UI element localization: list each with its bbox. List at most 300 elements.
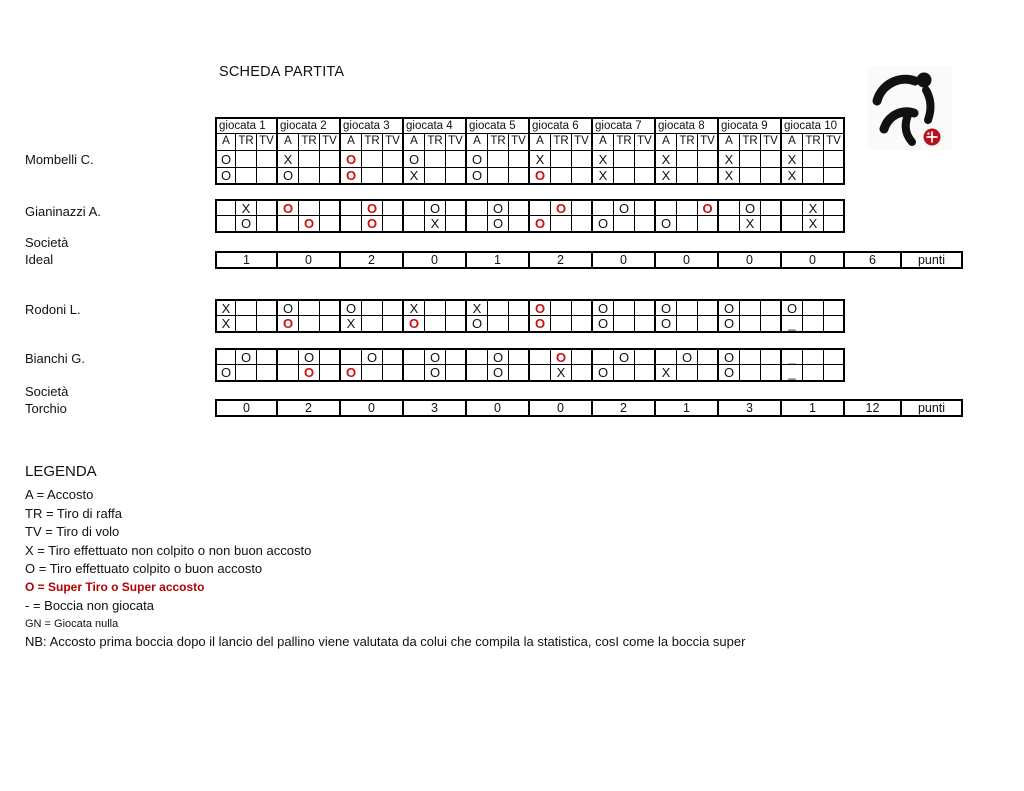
empty-cell bbox=[383, 216, 404, 233]
empty-cell bbox=[257, 299, 278, 316]
empty-cell bbox=[488, 151, 509, 168]
points-unit-cell: punti bbox=[902, 399, 963, 417]
mark-cell: X bbox=[341, 316, 362, 333]
points-cell: 3 bbox=[719, 399, 782, 417]
empty-cell bbox=[362, 299, 383, 316]
empty-cell bbox=[341, 348, 362, 365]
giocata-header-cell: giocata 5 bbox=[467, 117, 530, 134]
legend-item-non-giocata: - = Boccia non giocata bbox=[25, 597, 154, 613]
mark-cell-dash: _ bbox=[782, 348, 803, 365]
mark-row bbox=[215, 299, 845, 316]
mark-cell-super: O bbox=[299, 365, 320, 382]
mark-cell: O bbox=[719, 316, 740, 333]
empty-cell bbox=[446, 168, 467, 185]
empty-cell bbox=[698, 299, 719, 316]
legend-note: NB: Accosto prima boccia dopo il lancio del pallino viene valutata da colui che compila la statistica, cosI come la boccia super bbox=[25, 633, 746, 649]
empty-cell bbox=[320, 348, 341, 365]
mark-cell: O bbox=[656, 299, 677, 316]
mark-cell: X bbox=[404, 168, 425, 185]
empty-cell bbox=[635, 151, 656, 168]
player-name-gianinazzi: Gianinazzi A. bbox=[25, 204, 101, 219]
empty-cell bbox=[236, 168, 257, 185]
empty-cell bbox=[761, 299, 782, 316]
mark-cell: O bbox=[719, 348, 740, 365]
empty-cell bbox=[572, 216, 593, 233]
empty-cell bbox=[404, 199, 425, 216]
empty-cell bbox=[446, 348, 467, 365]
subcol-header-cell: TR bbox=[488, 134, 509, 151]
subcol-header-row bbox=[215, 134, 845, 151]
empty-cell bbox=[698, 365, 719, 382]
subcol-header-cell: TV bbox=[257, 134, 278, 151]
mark-cell: O bbox=[719, 365, 740, 382]
points-cell: 0 bbox=[656, 251, 719, 269]
mark-cell-super: O bbox=[551, 199, 572, 216]
empty-cell bbox=[677, 299, 698, 316]
mark-cell: O bbox=[467, 168, 488, 185]
subcol-header-cell: TV bbox=[320, 134, 341, 151]
legend-item-tiro-volo: TV = Tiro di volo bbox=[25, 524, 120, 540]
giocata-header-cell: giocata 2 bbox=[278, 117, 341, 134]
mark-row bbox=[215, 316, 845, 333]
empty-cell bbox=[383, 348, 404, 365]
empty-cell bbox=[824, 348, 845, 365]
mark-row bbox=[215, 199, 845, 216]
points-cell: 0 bbox=[341, 399, 404, 417]
empty-cell bbox=[362, 316, 383, 333]
empty-cell bbox=[803, 299, 824, 316]
team1-label-societa: Società bbox=[25, 235, 69, 250]
mark-row bbox=[215, 216, 845, 233]
mark-cell-super: O bbox=[530, 316, 551, 333]
mark-cell: O bbox=[299, 348, 320, 365]
empty-cell bbox=[824, 199, 845, 216]
points-cell: 0 bbox=[593, 251, 656, 269]
mark-cell: O bbox=[488, 199, 509, 216]
mark-cell: O bbox=[593, 365, 614, 382]
mark-cell-super: O bbox=[341, 151, 362, 168]
mark-row bbox=[215, 168, 845, 185]
team2-label-societa: Società bbox=[25, 384, 69, 399]
empty-cell bbox=[425, 316, 446, 333]
mark-cell: O bbox=[215, 365, 236, 382]
empty-cell bbox=[572, 316, 593, 333]
empty-cell bbox=[614, 216, 635, 233]
empty-cell bbox=[320, 216, 341, 233]
points-cell: 1 bbox=[782, 399, 845, 417]
points-cell: 3 bbox=[404, 399, 467, 417]
empty-cell bbox=[803, 348, 824, 365]
empty-cell bbox=[467, 199, 488, 216]
empty-cell bbox=[635, 365, 656, 382]
mark-cell: X bbox=[719, 151, 740, 168]
empty-cell bbox=[467, 365, 488, 382]
scoring-table-rodoni bbox=[215, 299, 845, 333]
points-total-cell: 12 bbox=[845, 399, 902, 417]
empty-cell bbox=[761, 316, 782, 333]
mark-cell-dash: _ bbox=[782, 316, 803, 333]
subcol-header-cell: TV bbox=[572, 134, 593, 151]
empty-cell bbox=[404, 348, 425, 365]
empty-cell bbox=[362, 151, 383, 168]
empty-cell bbox=[635, 216, 656, 233]
mark-cell-super: O bbox=[404, 316, 425, 333]
bocce-player-icon bbox=[868, 66, 952, 150]
subcol-header-cell: A bbox=[215, 134, 236, 151]
mark-cell: O bbox=[404, 151, 425, 168]
mark-cell: X bbox=[782, 151, 803, 168]
empty-cell bbox=[299, 299, 320, 316]
empty-cell bbox=[677, 216, 698, 233]
empty-cell bbox=[320, 299, 341, 316]
mark-cell: O bbox=[656, 316, 677, 333]
mark-cell: O bbox=[467, 151, 488, 168]
mark-cell: X bbox=[530, 151, 551, 168]
empty-cell bbox=[341, 199, 362, 216]
empty-cell bbox=[446, 316, 467, 333]
empty-cell bbox=[761, 168, 782, 185]
empty-cell bbox=[257, 365, 278, 382]
mark-cell: O bbox=[719, 299, 740, 316]
legend bbox=[25, 463, 745, 653]
empty-cell bbox=[530, 348, 551, 365]
empty-cell bbox=[782, 216, 803, 233]
mark-cell-dash: _ bbox=[782, 365, 803, 382]
team2-label-torchio: Torchio bbox=[25, 401, 67, 416]
empty-cell bbox=[446, 365, 467, 382]
subcol-header-cell: A bbox=[467, 134, 488, 151]
empty-cell bbox=[425, 168, 446, 185]
empty-cell bbox=[215, 199, 236, 216]
empty-cell bbox=[383, 365, 404, 382]
points-cell: 1 bbox=[656, 399, 719, 417]
empty-cell bbox=[236, 299, 257, 316]
empty-cell bbox=[824, 168, 845, 185]
empty-cell bbox=[719, 199, 740, 216]
empty-cell bbox=[425, 151, 446, 168]
empty-cell bbox=[677, 151, 698, 168]
empty-cell bbox=[614, 365, 635, 382]
points-cell: 0 bbox=[215, 399, 278, 417]
mark-cell: X bbox=[719, 168, 740, 185]
mark-cell: O bbox=[488, 216, 509, 233]
giocata-header-cell: giocata 8 bbox=[656, 117, 719, 134]
mark-cell: O bbox=[614, 199, 635, 216]
empty-cell bbox=[740, 348, 761, 365]
legend-item-super: O = Super Tiro o Super accosto bbox=[25, 579, 205, 594]
subcol-header-cell: A bbox=[719, 134, 740, 151]
empty-cell bbox=[656, 348, 677, 365]
scoring-table-gianinazzi bbox=[215, 199, 845, 233]
mark-cell-super: O bbox=[299, 216, 320, 233]
empty-cell bbox=[635, 168, 656, 185]
giocata-header-cell: giocata 1 bbox=[215, 117, 278, 134]
empty-cell bbox=[635, 348, 656, 365]
empty-cell bbox=[572, 365, 593, 382]
subcol-header-cell: TR bbox=[740, 134, 761, 151]
empty-cell bbox=[593, 199, 614, 216]
subcol-header-cell: TR bbox=[677, 134, 698, 151]
empty-cell bbox=[383, 199, 404, 216]
empty-cell bbox=[824, 151, 845, 168]
empty-cell bbox=[383, 299, 404, 316]
empty-cell bbox=[509, 348, 530, 365]
mark-cell: X bbox=[803, 199, 824, 216]
page-title: SCHEDA PARTITA bbox=[219, 64, 345, 80]
empty-cell bbox=[698, 316, 719, 333]
empty-cell bbox=[509, 316, 530, 333]
legend-item-x: X = Tiro effettuato non colpito o non buon accosto bbox=[25, 542, 312, 558]
points-cell: 1 bbox=[467, 251, 530, 269]
subcol-header-cell: TV bbox=[698, 134, 719, 151]
giocata-header-cell: giocata 10 bbox=[782, 117, 845, 134]
subcol-header-cell: A bbox=[404, 134, 425, 151]
empty-cell bbox=[656, 199, 677, 216]
points-cell: 0 bbox=[782, 251, 845, 269]
empty-cell bbox=[698, 151, 719, 168]
points-cell: 0 bbox=[467, 399, 530, 417]
subcol-header-cell: A bbox=[782, 134, 803, 151]
points-cell: 2 bbox=[593, 399, 656, 417]
mark-cell: O bbox=[278, 299, 299, 316]
team1-label-ideal: Ideal bbox=[25, 252, 54, 267]
empty-cell bbox=[614, 168, 635, 185]
empty-cell bbox=[761, 199, 782, 216]
empty-cell bbox=[488, 299, 509, 316]
empty-cell bbox=[677, 365, 698, 382]
mark-cell-super: O bbox=[698, 199, 719, 216]
empty-cell bbox=[740, 365, 761, 382]
mark-cell: X bbox=[551, 365, 572, 382]
empty-cell bbox=[425, 299, 446, 316]
empty-cell bbox=[803, 151, 824, 168]
giocata-header-cell: giocata 7 bbox=[593, 117, 656, 134]
mark-cell: X bbox=[467, 299, 488, 316]
empty-cell bbox=[824, 365, 845, 382]
empty-cell bbox=[677, 316, 698, 333]
points-cell: 0 bbox=[530, 399, 593, 417]
mark-cell: O bbox=[362, 348, 383, 365]
empty-cell bbox=[572, 348, 593, 365]
points-cell: 0 bbox=[278, 251, 341, 269]
empty-cell bbox=[782, 199, 803, 216]
mark-cell: O bbox=[593, 216, 614, 233]
empty-cell bbox=[509, 216, 530, 233]
mark-cell: X bbox=[215, 299, 236, 316]
points-total-cell: 6 bbox=[845, 251, 902, 269]
empty-cell bbox=[614, 316, 635, 333]
empty-cell bbox=[362, 168, 383, 185]
mark-cell: O bbox=[425, 348, 446, 365]
empty-cell bbox=[488, 316, 509, 333]
mark-cell: O bbox=[677, 348, 698, 365]
mark-cell-super: O bbox=[530, 216, 551, 233]
empty-cell bbox=[593, 348, 614, 365]
empty-cell bbox=[572, 299, 593, 316]
empty-cell bbox=[404, 365, 425, 382]
empty-cell bbox=[572, 199, 593, 216]
mark-cell-super: O bbox=[530, 299, 551, 316]
empty-cell bbox=[299, 151, 320, 168]
empty-cell bbox=[677, 199, 698, 216]
empty-cell bbox=[320, 316, 341, 333]
points-unit-cell: punti bbox=[902, 251, 963, 269]
points-cell: 2 bbox=[530, 251, 593, 269]
subcol-header-cell: A bbox=[593, 134, 614, 151]
mark-cell-super: O bbox=[551, 348, 572, 365]
empty-cell bbox=[320, 199, 341, 216]
empty-cell bbox=[530, 199, 551, 216]
empty-cell bbox=[635, 316, 656, 333]
empty-cell bbox=[551, 168, 572, 185]
legend-item-giocata-nulla: GN = Giocata nulla bbox=[25, 617, 119, 630]
mark-cell-super: O bbox=[362, 199, 383, 216]
empty-cell bbox=[299, 199, 320, 216]
subcol-header-cell: TR bbox=[236, 134, 257, 151]
scoring-table-bianchi bbox=[215, 348, 845, 382]
empty-cell bbox=[320, 365, 341, 382]
empty-cell bbox=[383, 316, 404, 333]
empty-cell bbox=[509, 199, 530, 216]
mark-cell: X bbox=[215, 316, 236, 333]
mark-cell-super: O bbox=[278, 199, 299, 216]
points-cell: 1 bbox=[215, 251, 278, 269]
mark-cell: X bbox=[593, 168, 614, 185]
mark-cell: O bbox=[467, 316, 488, 333]
subcol-header-cell: A bbox=[656, 134, 677, 151]
mark-cell: X bbox=[278, 151, 299, 168]
empty-cell bbox=[824, 299, 845, 316]
empty-cell bbox=[257, 216, 278, 233]
empty-cell bbox=[572, 151, 593, 168]
mark-cell: X bbox=[236, 199, 257, 216]
mark-cell: O bbox=[782, 299, 803, 316]
mark-cell-super: O bbox=[341, 365, 362, 382]
mark-cell: X bbox=[593, 151, 614, 168]
empty-cell bbox=[236, 316, 257, 333]
empty-cell bbox=[803, 365, 824, 382]
empty-cell bbox=[509, 151, 530, 168]
giocata-header-cell: giocata 4 bbox=[404, 117, 467, 134]
empty-cell bbox=[824, 216, 845, 233]
mark-cell: O bbox=[740, 199, 761, 216]
empty-cell bbox=[278, 216, 299, 233]
empty-cell bbox=[677, 168, 698, 185]
mark-cell: X bbox=[782, 168, 803, 185]
giocata-header-row bbox=[215, 117, 845, 134]
points-row-ideal bbox=[215, 251, 963, 269]
empty-cell bbox=[614, 151, 635, 168]
player-name-bianchi: Bianchi G. bbox=[25, 351, 85, 366]
empty-cell bbox=[257, 199, 278, 216]
empty-cell bbox=[215, 216, 236, 233]
player-name-rodoni: Rodoni L. bbox=[25, 302, 81, 317]
empty-cell bbox=[446, 299, 467, 316]
empty-cell bbox=[551, 216, 572, 233]
empty-cell bbox=[740, 316, 761, 333]
empty-cell bbox=[740, 151, 761, 168]
subcol-header-cell: TR bbox=[551, 134, 572, 151]
empty-cell bbox=[803, 316, 824, 333]
subcol-header-cell: TV bbox=[824, 134, 845, 151]
mark-cell-super: O bbox=[530, 168, 551, 185]
empty-cell bbox=[257, 151, 278, 168]
mark-cell: X bbox=[425, 216, 446, 233]
empty-cell bbox=[509, 365, 530, 382]
empty-cell bbox=[740, 168, 761, 185]
empty-cell bbox=[467, 348, 488, 365]
mark-cell: X bbox=[740, 216, 761, 233]
legend-item-o: O = Tiro effettuato colpito o buon accosto bbox=[25, 561, 263, 577]
empty-cell bbox=[572, 168, 593, 185]
empty-cell bbox=[761, 151, 782, 168]
empty-cell bbox=[383, 151, 404, 168]
empty-cell bbox=[341, 216, 362, 233]
empty-cell bbox=[446, 216, 467, 233]
empty-cell bbox=[446, 199, 467, 216]
empty-cell bbox=[614, 299, 635, 316]
empty-cell bbox=[824, 316, 845, 333]
subcol-header-cell: TR bbox=[425, 134, 446, 151]
points-row-torchio bbox=[215, 399, 963, 417]
empty-cell bbox=[299, 168, 320, 185]
subcol-header-cell: TR bbox=[362, 134, 383, 151]
subcol-header-cell: TV bbox=[635, 134, 656, 151]
mark-cell: O bbox=[236, 348, 257, 365]
empty-cell bbox=[551, 299, 572, 316]
subcol-header-cell: A bbox=[278, 134, 299, 151]
subcol-header-cell: A bbox=[530, 134, 551, 151]
empty-cell bbox=[404, 216, 425, 233]
empty-cell bbox=[551, 316, 572, 333]
empty-cell bbox=[467, 216, 488, 233]
empty-cell bbox=[383, 168, 404, 185]
subcol-header-cell: TR bbox=[299, 134, 320, 151]
mark-row bbox=[215, 151, 845, 168]
points-cell: 0 bbox=[719, 251, 782, 269]
empty-cell bbox=[635, 199, 656, 216]
subcol-header-cell: TR bbox=[803, 134, 824, 151]
empty-cell bbox=[761, 216, 782, 233]
mark-cell: O bbox=[425, 365, 446, 382]
mark-row bbox=[215, 365, 845, 382]
empty-cell bbox=[698, 348, 719, 365]
empty-cell bbox=[761, 348, 782, 365]
mark-cell: O bbox=[236, 216, 257, 233]
empty-cell bbox=[257, 168, 278, 185]
player-name-mombelli: Mombelli C. bbox=[25, 152, 94, 167]
legend-item-accosto: A = Accosto bbox=[25, 487, 94, 502]
empty-cell bbox=[635, 299, 656, 316]
mark-cell: O bbox=[341, 299, 362, 316]
mark-cell-super: O bbox=[341, 168, 362, 185]
empty-cell bbox=[509, 299, 530, 316]
empty-cell bbox=[719, 216, 740, 233]
mark-cell: O bbox=[614, 348, 635, 365]
empty-cell bbox=[362, 365, 383, 382]
mark-cell-super: O bbox=[362, 216, 383, 233]
mark-cell: O bbox=[425, 199, 446, 216]
mark-cell: O bbox=[215, 168, 236, 185]
empty-cell bbox=[257, 348, 278, 365]
empty-cell bbox=[698, 216, 719, 233]
empty-cell bbox=[236, 365, 257, 382]
mark-row bbox=[215, 348, 845, 365]
subcol-header-cell: TV bbox=[761, 134, 782, 151]
mark-cell: O bbox=[488, 365, 509, 382]
mark-cell: X bbox=[404, 299, 425, 316]
mark-cell: X bbox=[803, 216, 824, 233]
